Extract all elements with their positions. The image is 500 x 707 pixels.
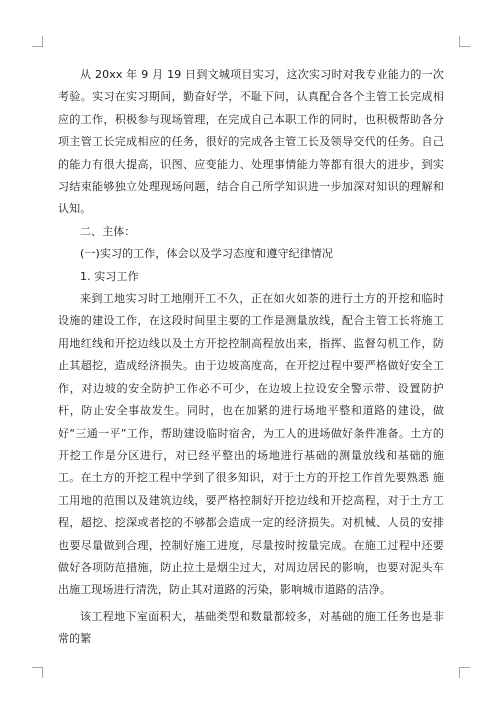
crop-mark-bottom-left [32, 667, 43, 678]
document-body [58, 64, 444, 651]
item-heading: 1. 实习工作 [80, 269, 139, 283]
crop-mark-top-right [459, 36, 470, 47]
subsection-heading: (一)实习的工作，体会以及学习态度和遵守纪律情况 [80, 247, 333, 261]
intro-paragraph: 从 20xx 年 9 月 19 日到文城项目实习，这次实习时对我专业能力的一次考验。实习在实习期间，勤奋好学，不耻下问，认真配合各个主管工长完成相应的工作，积极参与现场管理，在完成自己本职工作的同时，也积极帮助各分项主管工长完成相应的任务，很好的完成各主管工长及领导交代的任务。自己的能力有很大提高，识图、应变能力、处理事情能力等都有很大的进步，到实习结束能够独立处理现场问题，结合自己所学知识进一步加深对知识的理解和认知。 [58, 68, 444, 216]
body-paragraph: 来到工地实习时工地刚开工不久，正在如火如荼的进行土方的开挖和临时设施的建设工作，在这段时间里主要的工作是测量放线，配合主管工长将施工用地红线和开挖边线以及土方开挖控制高程放出来，指挥、监督勾机工作，防止其超挖，造成经济损失。由于边坡高度高，在开挖过程中要严格做好安全工作，对边坡的安全防护工作必不可少，在边坡上拉设安全警示带、设置防护杆，防止安全事故发生。同时，也在加紧的进行场地平整和道路的建设，做好“三通一平”工作，帮助建设临时宿舍，为工人的进场做好条件准备。土方的开挖工作是分区进行，对已经平整出的场地进行基础的测量放线和基础的施工。在土方的开挖工程中学到了很多知识，对于土方的开挖工作首先要熟悉 施工用地的范围以及建筑边线，要严格控制好开挖边线和开挖高程，对于土方工程，超挖、挖深或者挖的不够都会造成一定的经济损失。对机械、人员的安排也要尽量做到合理，控制好施工进度，尽量按时按量完成。在施工过程中还要做好各项防范措施，防止拉土是烟尘过大，对周边居民的影响，也要对泥头车出施工现场进行清洗，防止其对道路的污染，影响城市道路的洁净。 [58, 292, 444, 597]
crop-mark-top-left [32, 36, 43, 47]
last-paragraph: 该工程地下室面积大，基础类型和数量都较多，对基础的施工任务也是非常的繁 [58, 609, 444, 646]
crop-mark-bottom-right [459, 667, 470, 678]
section-heading: 二、主体： [80, 224, 136, 238]
